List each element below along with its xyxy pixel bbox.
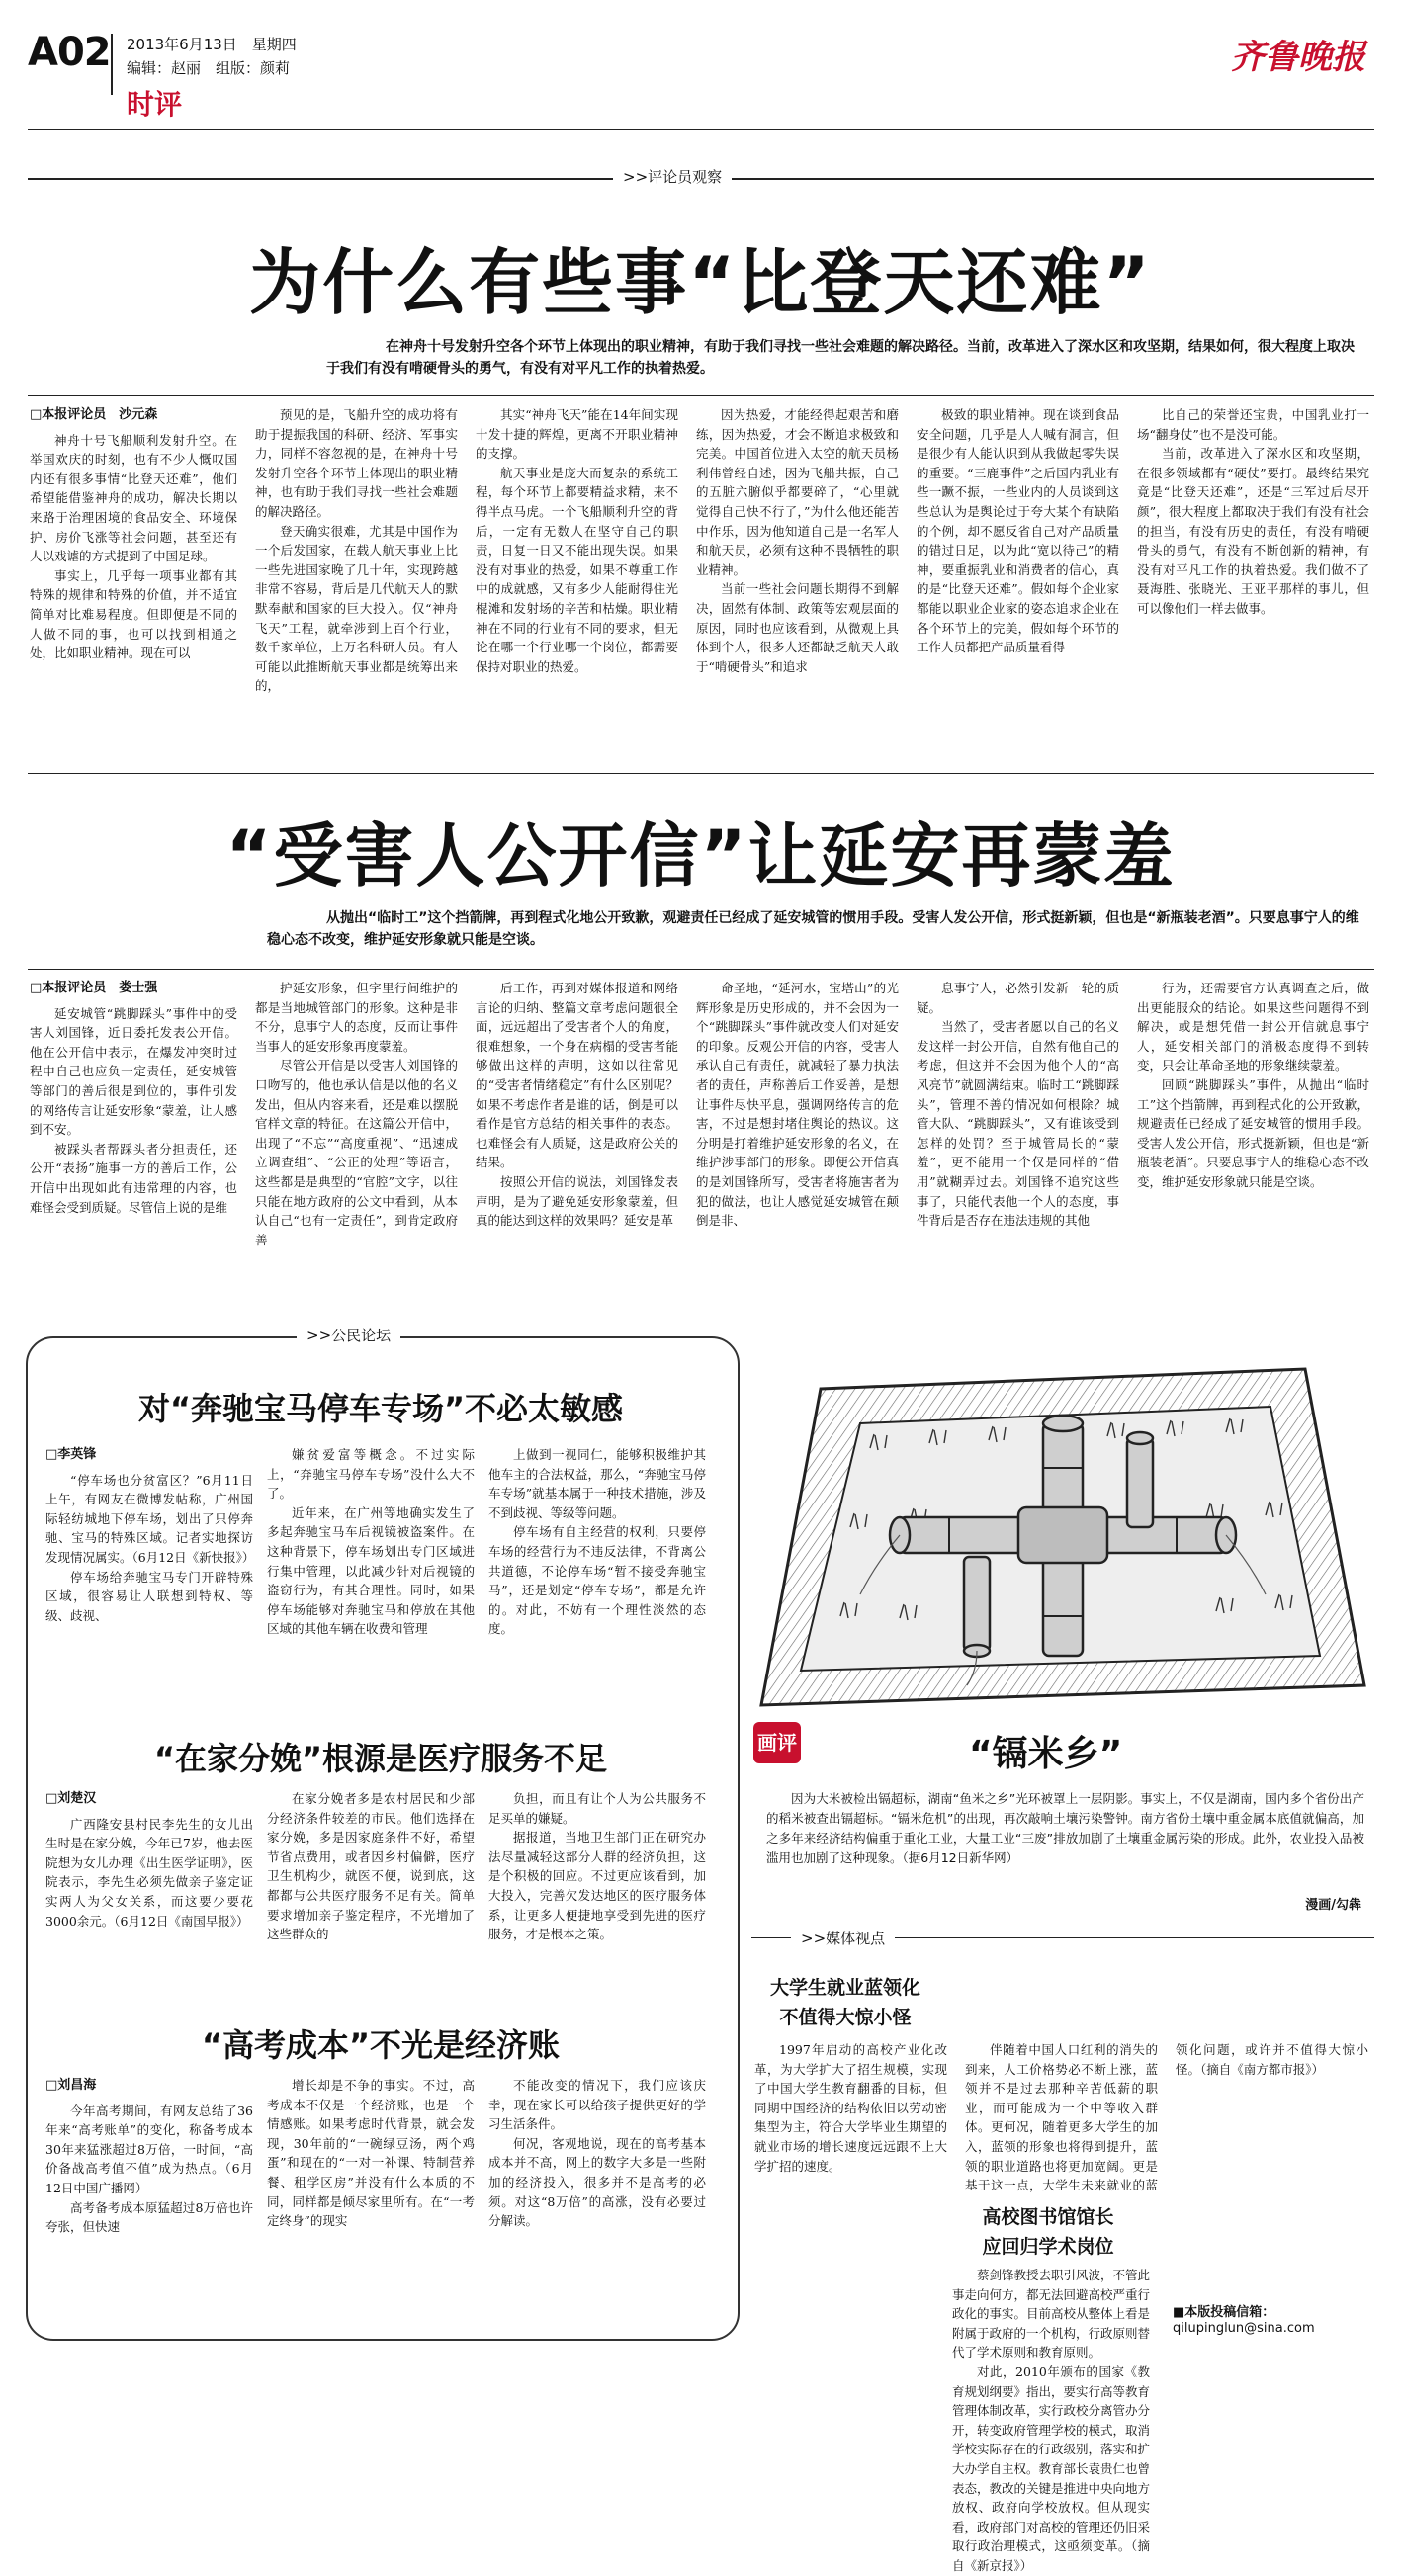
forum-piece2-col-3 — [488, 1789, 706, 1997]
article1-title: 为什么有些事“比登天还难” — [249, 241, 1152, 324]
article2-col-6 — [1137, 979, 1369, 1310]
article1-col-3 — [476, 405, 678, 761]
media-piece1-title: 大学生就业蓝领化 不值得大惊小怪 — [769, 1977, 920, 2028]
article2-col3-text: 后工作，再到对媒体报道和网络言论的归纳、整篇文章考虑问题很全面，远远超出了受害者个人的角度，很难想象，一个身在病榻的受害者能够做出这样的声明，这如以往常见的“受害者情绪稳定”有什么区别呢？如果不考虑作者是谁的话，倒是可以看作是官方总结的相关事件的表态。也难怪会有人质疑，这是政府公关的结果。 — [476, 981, 678, 1170]
article1-lead: 在神舟十号发射升空各个环节上体现出的职业精神，有助于我们寻找一些社会难题的解决路径。当前，改革进入了深水区和攻坚期，结果如何，很大程度上取决于我们有没有啃硬骨头的勇气，有没有对平凡工作的执着热爱。 — [326, 339, 1355, 377]
article2-col6-text: 行为，还需要官方认真调查之后，做出更能服众的结论。如果这些问题得不到解决，或是想凭借一封公开信就息事宁人，延安相关部门的消极态度得不到转变，只会让革命圣地的形象继续蒙羞。 — [1137, 981, 1369, 1073]
forum-piece1-byline: □李英锋 — [45, 1447, 97, 1462]
article2-col1-text-para-2: 被踩头者帮踩头者分担责任，还公开“表扬”施事一方的善后工作，公开信中出现如此有违常理的内容，也难怪会受到质疑。尽管信上说的是维 — [30, 1141, 237, 1215]
forum-piece1-col3-text: 上做到一视同仁，能够积极维护其他车主的合法权益，那么，“奔驰宝马停车专场”就基本属于一种技术措施，涉及不到歧视、等级等问题。 — [488, 1447, 706, 1520]
article2-col1-text: 延安城管“跳脚踩头”事件中的受害人刘国锋，近日委托发表公开信。他在公开信中表示，在爆发冲突时过程中自己也应负一定责任，延安城管等部门的善后很是到位的，事件引发的网络传言让延安形象“蒙羞，让人感到不安。 — [30, 1005, 237, 1138]
forum-piece1-col-3 — [488, 1445, 706, 1712]
forum-piece3-col3-text-para-2: 何况，客观地说，现在的高考基本成本并不高，网上的数字大多是一些附加的经济投入，很多并不是高考的必须。对这“8万倍”的高涨，没有必要过分解读。 — [488, 2135, 706, 2229]
media-kicker: >>媒体视点 — [791, 1928, 895, 1948]
forum-piece3-title: “高考成本”不光是经济账 — [201, 2026, 561, 2064]
forum-piece1-col1-text: “停车场也分贫富区？”6月11日上午，有网友在微博发帖称，广州国际轻纺城地下停车场，划出了只停奔驰、宝马的特殊区域。记者实地探访发现情况属实。（6月12日《新快报》） — [45, 1472, 255, 1565]
article1-col1-text: 神舟十号飞船顺利发射升空。在举国欢庆的时刻，也有不少人慨叹国内还有很多事情“比登天还难”，他们希望能借鉴神舟的成功，解决长期以来路于治理困境的食品安全、环境保护、房价飞涨等社会问题，甚至还有人以戏谑的方式提到了中国足球。 — [30, 432, 237, 564]
forum-piece3-col1-text-para-2: 高考备考成本原猛超过8万倍也许夸张，但快速 — [45, 2199, 253, 2235]
article2-col-2 — [255, 979, 458, 1310]
forum-piece2-byline: □刘楚汉 — [45, 1791, 97, 1806]
forum-piece2-title: “在家分娩”根源是医疗服务不足 — [153, 1740, 608, 1777]
article1-byline: □本报评论员 沙元森 — [30, 407, 158, 422]
forum-piece2-col-2 — [267, 1789, 475, 1997]
article2-byline: □本报评论员 娄士强 — [30, 981, 158, 995]
paper-logo: 齐鲁晚报 — [1231, 38, 1365, 77]
article2-col5-text-para-2: 当然了，受害者愿以自己的名义发这样一封公开信，自然有他自己的考虑，但这并不会因为他个人的“高风亮节”就圆满结束。临时工“跳脚踩头”，管理不善的情况如何根除？城管大队、“跳脚踩头”，又有谁该受到怎样的处罚？至于城管局长的“蒙羞”，更不能用一个仅是同样的“借用”就糊弄过去。刘国锋不追究这些事了，只能代表他一个人的态度，事件背后是否存在违法违规的其他 — [917, 1019, 1119, 1229]
forum-piece2-col3-text-para-2: 据报道，当地卫生部门正在研究办法尽量减轻这部分人群的经济负担，这是个积极的回应。不过更应该看到，加大投入，完善欠发达地区的医疗服务体系，让更多人便捷地享受到先进的医疗服务，才是根本之策。 — [488, 1830, 706, 1942]
forum-piece3-byline: □刘昌海 — [45, 2078, 97, 2093]
article2-col-5 — [917, 979, 1119, 1310]
article1-col6-text-para-2: 当前，改革进入了深水区和攻坚期，在很多领域都有“硬仗”要打。最终结果究竟是“比登天还难”，还是“三军过后尽开颜”，很大程度上都取决于我们有没有社会的担当，有没有历史的责任，有没有啃硬骨头的勇气，有没有不断创新的精神，有没有对平凡工作的执着热爱。我们做不了聂海胜、张晓光、王亚平那样的事儿，但可以像他们一样去做事。 — [1137, 446, 1369, 616]
masthead-vertical-rule — [111, 34, 113, 95]
article1-col-2 — [255, 405, 458, 761]
article1-col4-text: 因为热爱，才能经得起艰苦和磨练，因为热爱，才会不断追求极致和完美。中国首位进入太空的航天员杨利伟曾经自述，因为飞船共振，自己的五脏六腑似乎都要碎了，“心里就觉得自己快不行了，”为什么他还能苦中作乐，因为他知道自己是一名军人和航天员，必须有这种不畏牺牲的职业精神。 — [696, 407, 899, 577]
article2-top-rule — [28, 969, 1374, 970]
forum-piece1-col-2 — [267, 1445, 475, 1712]
article2-col2-text-para-2: 尽管公开信是以受害人刘国锋的口吻写的，他也承认信是以他的名义发出，但从内容来看，还是难以摆脱官样文章的特征。在这篇公开信中，出现了“不忘”“高度重视”、“迅速成立调查组”、“公正的处理”等语言，这些都是是典型的“官腔”文字，以往只能在地方政府的公文中看到，从本认自己“也有一定责任”，到肯定政府善 — [255, 1058, 458, 1247]
forum-piece3-col1-text: 今年高考期间，有网友总结了36年来“高考账单”的变化，称备考成本30年来猛涨超过8万倍，一时间，“高价备战高考值不值”成为热点。（6月12日中国广播网） — [45, 2103, 253, 2195]
forum-kicker: >>公民论坛 — [297, 1325, 400, 1345]
article2-title: “受害人公开信”让延安再蒙羞 — [225, 816, 1176, 897]
contribution-label: ■本版投稿信箱： — [1173, 2305, 1275, 2320]
forum-piece3-col-2 — [267, 2076, 475, 2323]
editors-line: 编辑：赵丽 组版：颜莉 — [127, 59, 291, 77]
forum-piece1-col2-text-para-2: 近年来，在广州等地确实发生了多起奔驰宝马车后视镜被盗案件。在这种背景下，停车场划出专门区域进行集中管理，以此减少针对后视镜的盗窃行为，有其合理性。同时，如果停车场能够对奔驰宝马和停放在其他区域的其他车辆在收费和管理 — [267, 1504, 475, 1637]
cartoon-caption-block — [766, 1789, 1364, 1908]
forum-piece1-title: 对“奔驰宝马停车专场”不必太敏感 — [137, 1390, 624, 1427]
media-piece2-text: 蔡剑锋教授去职引风波，不管此事走向何方，都无法回避高校严重行政化的事实。目前高校从整体上看是附属于政府的一个机构，行政原则替代了学术原则和教育原则。 — [952, 2268, 1151, 2361]
article1-col-1 — [30, 405, 237, 761]
media-piece1-text-para-2: 伴随着中国人口红利的消失的到来，人工价格势必不断上涨，蓝领并不是过去那种辛苦低薪的职业，而可能成为一个中等收入群体。更何况，随着更多大学生的加入，蓝领的形象也将得到提升，蓝领的职业道路也将更加宽阔。更是基于这一点，大学生未来就业的蓝领化问题，或许并不值得大惊小怪。（摘自《南方都市报》） — [965, 2042, 1368, 2193]
forum-piece2-col2-text: 在家分娩者多是农村居民和少部分经济条件较差的市民。他们选择在家分娩，多是因家庭条件不好，希望节省点费用，或者因乡村偏僻，医疗卫生机构少，就医不便，说到底，这都都与公共医疗服务不足有关。简单要求增加亲子鉴定程序，不光增加了这些群众的 — [267, 1791, 475, 1942]
cartoon-illustration — [751, 1330, 1374, 1725]
article1-col1-text-para-2: 事实上，几乎每一项事业都有其特殊的规律和特殊的价值，并不适宜简单对比难易程度。但即便是不同的人做不同的事，也可以找到相通之处，比如职业精神。现在可以 — [30, 567, 237, 661]
forum-piece2-col-1 — [45, 1789, 253, 1997]
article1-bottom-rule — [28, 773, 1374, 774]
media-piece2-text-block — [952, 2266, 1151, 2573]
article2-col-1 — [30, 979, 237, 1310]
media-piece1-text-block — [754, 2040, 1368, 2208]
forum-piece2-col3-text: 负担，而且有让个人为公共服务不足买单的嫌疑。 — [488, 1791, 706, 1826]
article2-col6-text-para-2: 回顾“跳脚踩头”事件，从抛出“临时工”这个挡箭牌，再到程式化的公开致歉，规避责任已经成了延安城管的惯用手段。受害人发公开信，形式挺新颖，但也是“新瓶装老酒”。只要息事宁人的维稳心态不改变，维护延安形象就只能是空谈。 — [1137, 1076, 1369, 1189]
article2-col4-text: 命圣地，“延河水，宝塔山”的光辉形象是历史形成的，并不会因为一个“跳脚踩头”事件就改变人们对延安的印象。反观公开信的内容，受害人承认自己有责任，就减轻了暴力执法者的责任，声称善后工作妥善，是想让事件尽快平息，强调网络传言的危害，不过是想封堵住舆论的热议。这分明是打着维护延安形象的名义，在维护涉事部门的形象。即便公开信真的是刘国锋所写，受害者将施害者为犯的做法，也让人感觉延安城管在颠倒是非、 — [696, 981, 899, 1229]
cartoon-rice-field-drawing — [751, 1330, 1374, 1725]
article1-col-6 — [1137, 405, 1369, 761]
cartoon-title: “镉米乡” — [969, 1734, 1123, 1774]
cartoon-caption: 因为大米被检出镉超标，湖南“鱼米之乡”光环被罩上一层阴影。事实上，不仅是湖南，国内多个省份出产的稻米被查出镉超标。“镉米危机”的出现，再次敲响土壤污染警钟。南方省份土壤中重金属本底值就偏高，加之多年来经济结构偏重于重化工业，大量工业“三废”排放加剧了土壤重金属污染的形成。此外，农业投入品被滥用也加剧了这种现象。（据6月12日新华网） — [766, 1791, 1364, 1865]
forum-piece3-col-3 — [488, 2076, 706, 2323]
forum-piece1-col2-text: 嫌贫爱富等概念。不过实际上，“奔驰宝马停车专场”没什么大不了。 — [267, 1447, 475, 1502]
forum-piece2-col1-text: 广西隆安县村民李先生的女儿出生时是在家分娩，今年已7岁，他去医院想为女儿办理《出生医学证明》，医院表示，李先生必须先做亲子鉴定证实两人为父女关系，而这要少要花3000余元。（6月12日《南国早报》） — [45, 1816, 253, 1929]
media-piece1-text: 1997年启动的高校产业化改革，为大学扩大了招生规模，实现了中国大学生教育翻番的目标，但同期中国经济的结构依旧以劳动密集型为主，符合大学毕业生期望的就业市场的增长速度远远跟不上大学扩招的速度。 — [754, 2042, 947, 2174]
cartoon-credit: 漫画/勾犇 — [1305, 1898, 1361, 1913]
forum-piece1-col1-text-para-2: 停车场给奔驰宝马专门开辟特殊区域，很容易让人联想到特权、等级、歧视、 — [45, 1569, 253, 1623]
article2-lead: 从抛出“临时工”这个挡箭牌，再到程式化地公开致歉，观避责任已经成了延安城管的惯用手段。受害人发公开信，形式挺新颖，但也是“新瓶装老酒”。只要息事宁人的维稳心态不改变，维护延安形象就只能是空谈。 — [267, 910, 1359, 948]
article1-col-5 — [917, 405, 1119, 761]
masthead-rule — [28, 129, 1374, 130]
article2-col3-text-para-2: 按照公开信的说法，刘国锋发表声明，是为了避免延安形象蒙羞，但真的能达到这样的效果吗？延安是革 — [476, 1173, 678, 1229]
article2-col5-text: 息事宁人，必然引发新一轮的质疑。 — [917, 981, 1119, 1015]
forum-piece1-col3-text-para-2: 停车场有自主经营的权利，只要停车场的经营行为不违反法律，不背离公共道德，不论停车场“暂不接受奔驰宝马”，还是划定“停车专场”，都是允许的。对此，不妨有一个理性淡然的态度。 — [488, 1524, 706, 1637]
section-name: 时评 — [127, 88, 183, 121]
article1-col2-text-para-2: 登天确实很难，尤其是中国作为一个后发国家，在载人航天事业上比一些先进国家晚了几十年，实现跨越非常不容易，背后是几代航天人的默默奉献和国家的巨大投入。仅“神舟飞天”工程，就牵涉到上百个行业，数千家单位，上万名科研人员。有人可能以此推断航天事业都是统筹出来的， — [255, 523, 458, 694]
article1-col-4 — [696, 405, 899, 761]
media-piece2-title: 高校图书馆馆长 应回归学术岗位 — [982, 2206, 1114, 2258]
article1-col4-text-para-2: 当前一些社会问题长期得不到解决，固然有体制、政策等宏观层面的原因，同时也应该看到，从微观上具体到个人，很多人还都缺乏航天人敢于“啃硬骨头”和追求 — [696, 581, 899, 674]
forum-piece3-col-1 — [45, 2076, 253, 2323]
article1-col3-text: 其实“神舟飞天”能在14年间实现十发十捷的辉煌，更离不开职业精神的支撑。 — [476, 407, 678, 462]
article1-col6-text: 比自己的荣誉还宝贵，中国乳业打一场“翻身仗”也不是没可能。 — [1137, 407, 1369, 442]
article2-col2-text: 护延安形象，但字里行间维护的都是当地城管部门的形象。这种是非不分，息事宁人的态度，反而让事件当事人的延安形象再度蒙羞。 — [255, 981, 458, 1054]
article1-col2-text: 预见的是，飞船升空的成功将有助于提振我国的科研、经济、军事实力，同样不容忽视的是，在神舟十号发射升空各个环节上体现出的职业精神，也有助于我们寻找一些社会难题的解决路径。 — [255, 407, 458, 519]
article2-col-4 — [696, 979, 899, 1310]
forum-piece1-col-1 — [45, 1445, 253, 1712]
masthead — [0, 0, 1401, 129]
forum-piece3-col2-text: 增长却是不争的事实。不过，高考成本不仅是一个经济账，也是一个情感账。如果考虑时代背景，就会发现，30年前的“一碗绿豆汤，两个鸡蛋”和现在的“一对一补课、特制营养餐、租学区房”并没有什么本质的不同，同样都是倾尽家里所有。在“一考定终身”的现实 — [267, 2078, 475, 2229]
media-piece2-text-para-2: 对此，2010年颁布的国家《教育规划纲要》指出，要实行高等教育管理体制改革，实行政校分离管办分开，转变政府管理学校的模式，取消学校实际存在的行政级别，落实和扩大办学自主权。教育部长袁贵仁也曾表态，教改的关键是推进中央向地方放权、政府向学校放权。但从现实看，政府部门对高校的管理还仍旧采取行政治理模式，这亟须变革。（摘自《新京报》） — [952, 2363, 1151, 2573]
article2-col-3 — [476, 979, 678, 1310]
contribution-email[interactable]: qilupinglun@sina.com — [1173, 2321, 1315, 2336]
article1-col3-text-para-2: 航天事业是庞大而复杂的系统工程，每个环节上都要精益求精，来不得半点马虎。一个飞船顺利升空的背后，一定有无数人在坚守自己的职责，日复一日又不能出现失误。如果没有对事业的热爱，如果不尊重工作中的成就感，又有多少人能耐得住光棍滩和发射场的辛苦和枯燥。职业精神在不同的行业有不同的要求，但无论在哪一个行业哪一个岗位，都需要保持对职业的热爱。 — [476, 465, 678, 674]
article1-kicker: >>评论员观察 — [613, 166, 732, 187]
article1-top-rule — [28, 395, 1374, 396]
forum-piece3-col3-text: 不能改变的情况下，我们应该庆幸，现在家长可以给孩子提供更好的学习生活条件。 — [488, 2078, 706, 2132]
date-line: 2013年6月13日 星期四 — [127, 36, 297, 53]
article1-col5-text: 极致的职业精神。现在谈到食品安全问题，几乎是人人喊有洞言，但是很少有人能认识到从我做起零失误的重要。“三鹿事件”之后国内乳业有些一蹶不振，一些业内的人员谈到这些总认为是舆论过于夸大某个有缺陷的个例，却不愿反省自己对产品质量的错过日足，以为此“宽以待己”的精神，要重振乳业和消费者的信心，真的是“比登天还难”。假如每个企业家都能以职业企业家的姿态追求企业在各个环节上的完美，假如每个环节的工作人员都把产品质量看得 — [917, 407, 1119, 655]
cartoon-badge: 画评 — [753, 1722, 801, 1763]
page-code: A02 — [28, 30, 111, 75]
